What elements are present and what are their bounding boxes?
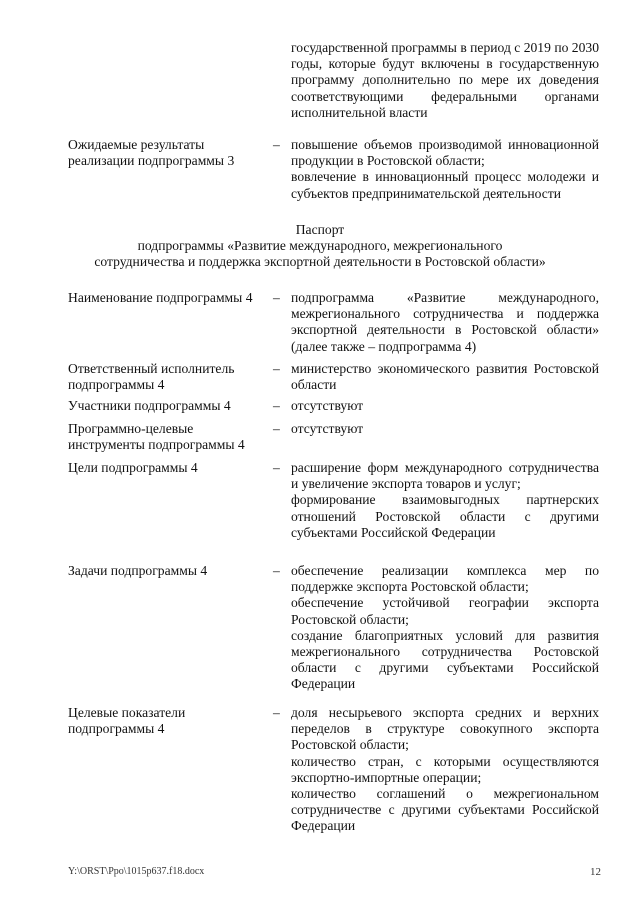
value-paragraph: подпрограмма «Развитие международного, межрегионального сотрудничества и поддержка экспортной деятельности в Ростовской области» (далее также – подпрограмма 4): [291, 290, 599, 354]
row-dash: –: [273, 398, 280, 413]
continued-value: [291, 40, 599, 121]
value-paragraph: количество стран, с которыми осуществляются экспортно-импортные операции;: [291, 753, 599, 785]
passport-heading: Паспорт: [295, 222, 345, 237]
value-paragraph: расширение форм международного сотрудничества и увеличение экспорта товаров и услуг;: [291, 460, 599, 492]
passport-subtitle-line: подпрограммы «Развитие международного, межрегионального: [137, 238, 503, 254]
value-paragraph: создание благоприятных условий для развития межрегионального сотрудничества Ростовской области с другими субъектами Российской Федерации: [291, 627, 599, 692]
value-paragraph: министерство экономического развития Ростовской области: [291, 361, 599, 393]
page-number: 12: [590, 866, 601, 878]
row-label: Целевые показатели подпрограммы 4: [68, 705, 186, 737]
value-paragraph: вовлечение в инновационный процесс молодежи и субъектов предпринимательской деятельности: [291, 169, 599, 201]
value-paragraph: обеспечение реализации комплекса мер по поддержке экспорта Ростовской области;: [291, 563, 599, 595]
value-paragraph: количество соглашений о межрегиональном сотрудничестве с другими субъектами Российской Федерации: [291, 786, 599, 834]
value-paragraph: повышение объемов производимой инновационной продукции в Ростовской области;: [291, 137, 599, 169]
value-paragraph: государственной программы в период с 2019 по 2030 годы, которые будут включены в государственную программу дополнительно по мере их доведения соответствующими федеральными органами исполнительной власти: [291, 40, 599, 120]
value-paragraph: формирование взаимовыгодных партнерских отношений Ростовской области с другими субъектами Российской Федерации: [291, 492, 599, 540]
value-paragraph: доля несырьевого экспорта средних и верхних переделов в структуре совокупного экспорта Ростовской области;: [291, 705, 599, 753]
row-dash: –: [273, 563, 280, 578]
row-dash: –: [273, 460, 280, 475]
value-paragraph: обеспечение устойчивой географии экспорта Ростовской области;: [291, 595, 599, 627]
row-value: [291, 361, 599, 393]
row-dash: –: [273, 421, 280, 436]
row-value: [291, 460, 599, 541]
row-dash: –: [273, 361, 280, 376]
value-paragraph: отсутствуют: [291, 421, 364, 436]
row-label: Ответственный исполнитель подпрограммы 4: [68, 361, 235, 393]
footer-file-path: Y:\ORST\Ppo\1015p637.f18.docx: [68, 866, 205, 877]
passport-subtitle-line: сотрудничества и поддержка экспортной деятельности в Ростовской области»: [94, 254, 546, 270]
row-dash: –: [273, 137, 280, 152]
row-label: Участники подпрограммы 4: [68, 398, 231, 413]
row-value: [291, 290, 599, 355]
row-value: [291, 137, 599, 202]
row-value: [291, 705, 599, 835]
row-label: Наименование подпрограммы 4: [68, 290, 253, 305]
row-dash: –: [273, 290, 280, 305]
row-value: [291, 421, 599, 437]
passport-title: [60, 222, 580, 271]
row-value: [291, 563, 599, 693]
row-value: [291, 398, 599, 414]
row-label: Цели подпрограммы 4: [68, 460, 198, 475]
row-dash: –: [273, 705, 280, 720]
row-label: Задачи подпрограммы 4: [68, 563, 208, 578]
row-label: Ожидаемые результаты реализации подпрограммы 3: [68, 137, 235, 169]
row-label: Программно-целевые инструменты подпрограммы 4: [68, 421, 245, 453]
value-paragraph: отсутствуют: [291, 398, 364, 413]
